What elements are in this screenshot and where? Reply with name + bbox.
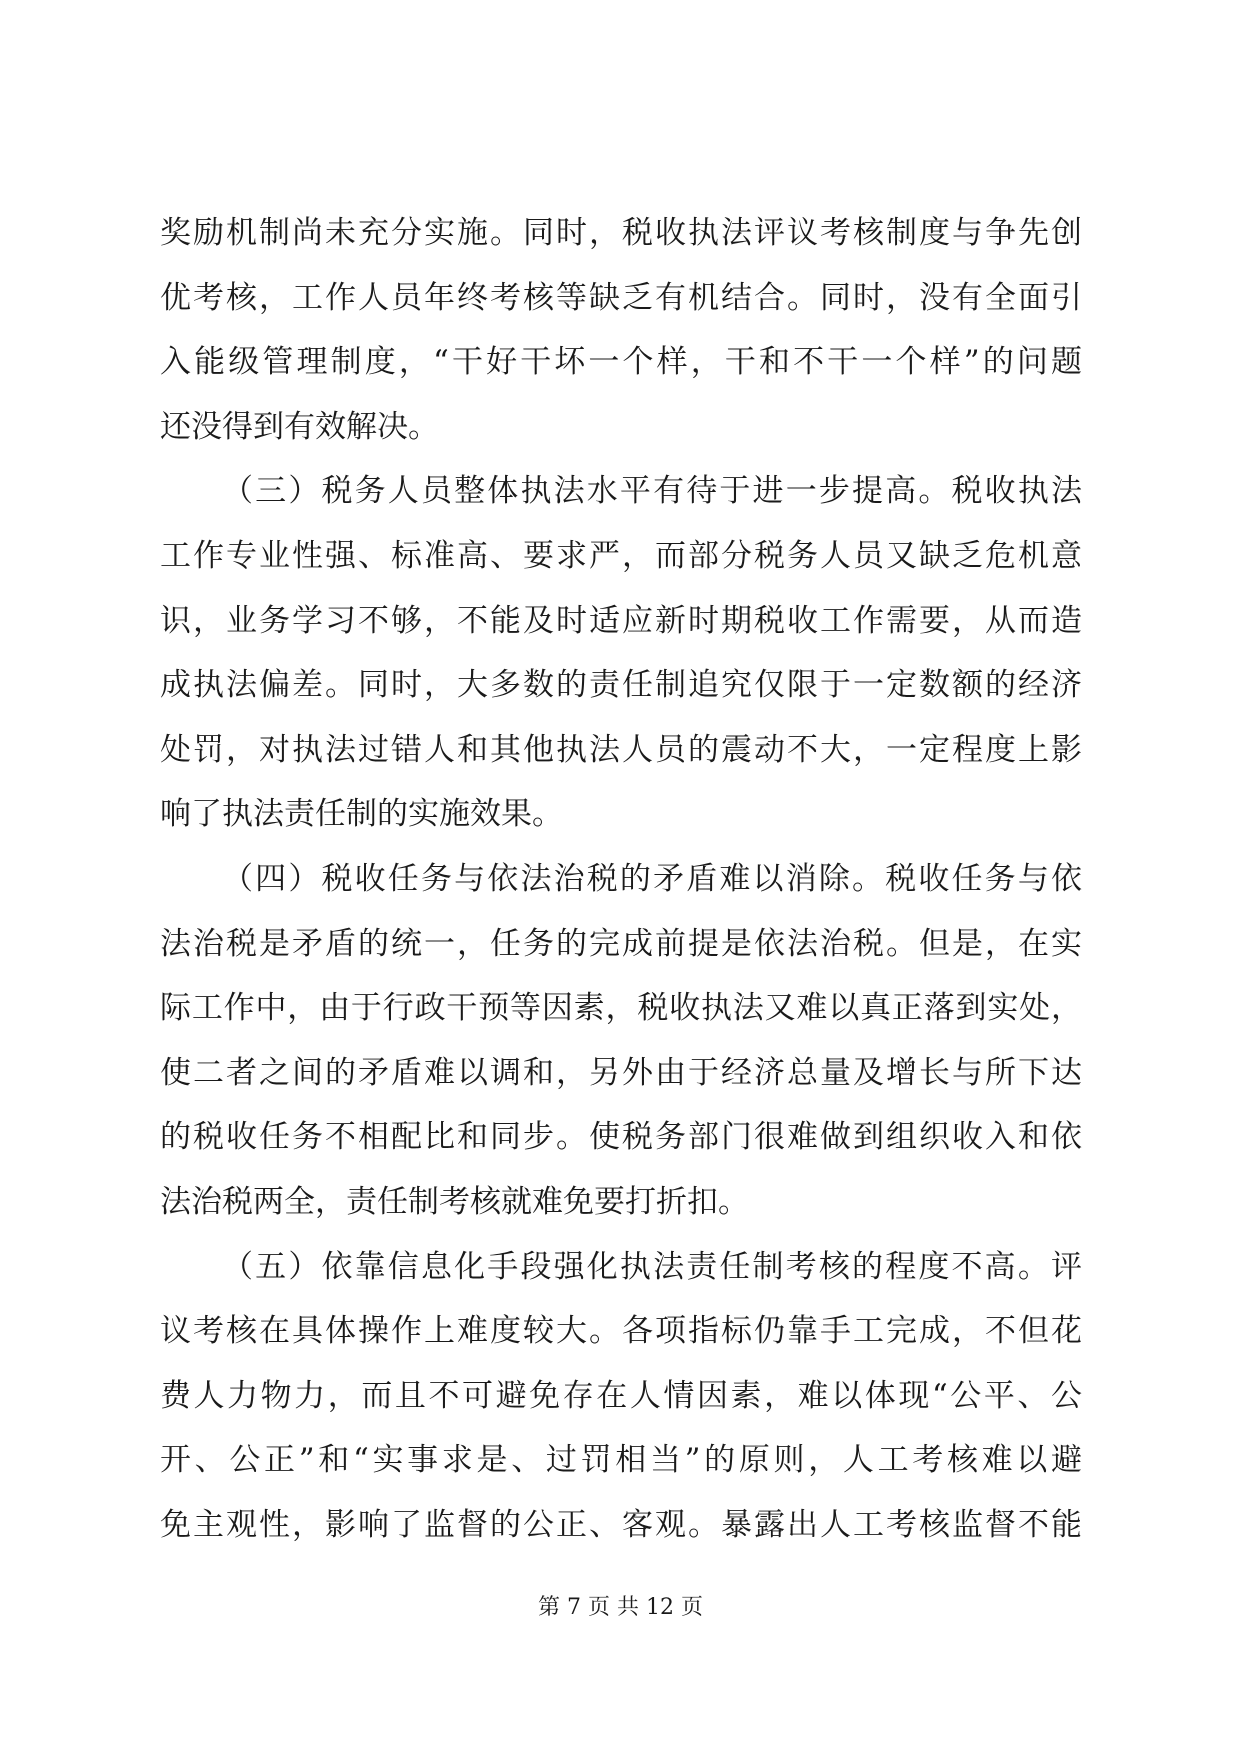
text-line: 响了执法责任制的实施效果。	[160, 796, 563, 833]
text-line: 的税收任务不相配比和同步。使税务部门很难做到组织收入和依	[160, 1119, 1082, 1156]
section-heading-line: （五）依靠信息化手段强化执法责任制考核的程度不高。评	[222, 1248, 1082, 1285]
text-line: 处罚，对执法过错人和其他执法人员的震动不大，一定程度上影	[160, 731, 1082, 768]
text-line: 使二者之间的矛盾难以调和，另外由于经济总量及增长与所下达	[160, 1054, 1082, 1091]
text-line: 法治税两全，责任制考核就难免要打折扣。	[160, 1183, 749, 1220]
text-line: 际工作中，由于行政干预等因素，税收执法又难以真正落到实处，	[160, 990, 1082, 1027]
text-line: 费人力物力，而且不可避免存在人情因素，难以体现“公平、公	[160, 1377, 1082, 1414]
text-line: 奖励机制尚未充分实施。同时，税收执法评议考核制度与争先创	[160, 215, 1082, 251]
text-line: 优考核，工作人员年终考核等缺乏有机结合。同时，没有全面引	[160, 279, 1082, 316]
document-body	[160, 201, 1082, 1557]
section-heading-line: （四）税收任务与依法治税的矛盾难以消除。税收任务与依	[222, 860, 1082, 897]
text-line: 入能级管理制度，“干好干坏一个样，干和不干一个样”的问题	[160, 344, 1082, 381]
text-line: 开、公正”和“实事求是、过罚相当”的原则，人工考核难以避	[160, 1442, 1082, 1479]
page-number-footer: 第 7 页 共 12 页	[538, 1595, 703, 1620]
text-line: 识，业务学习不够，不能及时适应新时期税收工作需要，从而造	[160, 602, 1082, 639]
text-line: 议考核在具体操作上难度较大。各项指标仍靠手工完成，不但花	[160, 1313, 1082, 1350]
text-line: 还没得到有效解决。	[160, 408, 439, 445]
text-line: 成执法偏差。同时，大多数的责任制追究仅限于一定数额的经济	[160, 667, 1082, 704]
text-line: 法治税是矛盾的统一，任务的完成前提是依法治税。但是，在实	[160, 925, 1082, 962]
section-heading-line: （三）税务人员整体执法水平有待于进一步提高。税收执法	[222, 473, 1082, 510]
text-line: 工作专业性强、标准高、要求严，而部分税务人员又缺乏危机意	[160, 537, 1082, 574]
text-line: 免主观性，影响了监督的公正、客观。暴露出人工考核监督不能	[160, 1506, 1082, 1543]
